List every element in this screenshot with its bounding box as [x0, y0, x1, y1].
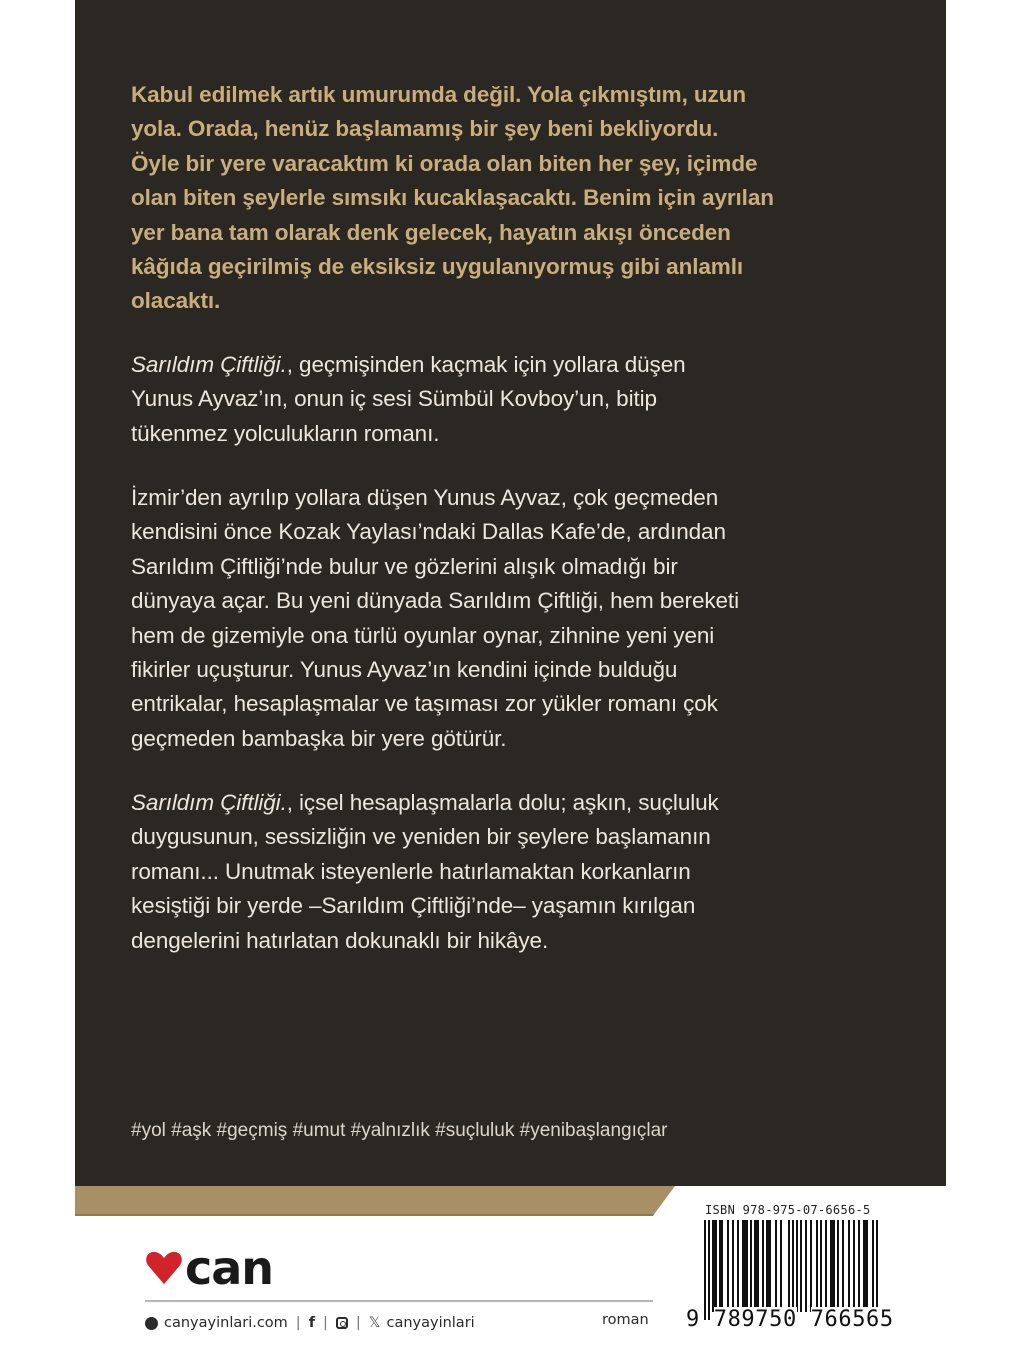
barcode-group-2: 766565 [810, 1307, 894, 1332]
book-title-italic: Sarıldım Çiftliği. [131, 352, 287, 377]
separator: | [323, 1315, 328, 1331]
website-link[interactable]: canyayinlari.com [164, 1315, 288, 1331]
separator: | [295, 1315, 301, 1331]
instagram-icon[interactable] [336, 1317, 348, 1329]
summary-paragraph-3 [131, 786, 851, 958]
paragraph-line [131, 348, 851, 382]
paragraph-line: Sarıldım Çiftliği’nde bulur ve gözlerini alışık olmadığı bir [131, 553, 678, 579]
paragraph-text: , geçmişinden kaçmak için yollara düşen [286, 352, 686, 377]
paragraph-line: romanı... Unutmak isteyenlerle hatırlamaktan korkanların [131, 858, 691, 884]
paragraph-line: geçmeden bambaşka bir yere götürür. [131, 725, 507, 751]
book-title-italic: Sarıldım Çiftliği. [131, 790, 287, 815]
heart-icon [145, 1249, 183, 1287]
paragraph-line: hem de gizemiyle ona türlü oyunlar oynar, zihnine yeni yeni [131, 622, 715, 648]
logo-wordmark: can [185, 1241, 274, 1295]
paragraph-line: kendisini önce Kozak Yaylası’ndaki Dallas Kafe’de, ardından [131, 519, 726, 545]
barcode-icon [704, 1220, 878, 1320]
paragraph-line: duygusunun, sessizliğin ve yeniden bir şeylere başlamanın [131, 824, 711, 850]
quote-line: olacaktı. [131, 288, 221, 314]
quote-line: Kabul edilmek artık umurumda değil. Yola çıkmıştım, uzun [131, 82, 746, 107]
separator: | [355, 1315, 361, 1331]
facebook-icon[interactable]: f [308, 1315, 315, 1331]
paragraph-line: tükenmez yolculukların romanı. [131, 420, 440, 446]
paragraph-line: Yunus Ayvaz’ın, onun iç sesi Sümbül Kovboy’un, bitip [131, 386, 657, 412]
isbn-label: ISBN 978-975-07-6656-5 [705, 1203, 871, 1217]
paragraph-line: dengelerini hatırlatan dokunaklı bir hikâye. [131, 927, 549, 953]
paragraph-line: fikirler uçuşturur. Yunus Ayvaz’ın kendini içinde bulduğu [131, 657, 678, 683]
genre-label: roman [602, 1312, 649, 1328]
paragraph-text: , içsel hesaplaşmalarla dolu; aşkın, suçluluk [286, 790, 719, 815]
barcode-digits [686, 1307, 894, 1332]
paragraph-line: dünyaya açar. Bu yeni dünyada Sarıldım Çiftliği, hem bereketi [131, 588, 739, 614]
blurb-quote [131, 78, 851, 319]
publisher-contacts [145, 1312, 475, 1334]
quote-line: Öyle bir yere varacaktım ki orada olan biten her şey, içimde [131, 150, 758, 176]
hashtags: #yol #aşk #geçmiş #umut #yalnızlık #suçluluk #yenibaşlangıçlar [131, 1120, 668, 1141]
gold-accent-band [75, 1186, 675, 1216]
summary-paragraph-1 [131, 348, 851, 451]
social-handle[interactable]: canyayinlari [386, 1315, 475, 1331]
barcode-group-1: 789750 [713, 1307, 797, 1332]
quote-line: yola. Orada, henüz başlamamış bir şey beni bekliyordu. [131, 116, 719, 142]
quote-line: olan biten şeylerle sımsıkı kucaklaşacaktı. Benim için ayrılan [131, 185, 774, 211]
publisher-logo [145, 1241, 274, 1295]
paragraph-line: kesiştiği bir yerde –Sarıldım Çiftliği’nde– yaşamın kırılgan [131, 893, 696, 919]
footer-divider [145, 1300, 653, 1302]
quote-line: kâğıda geçirilmiş de eksiksiz uygulanıyormuş gibi anlamlı [131, 254, 744, 280]
quote-line: yer bana tam olarak denk gelecek, hayatın akışı önceden [131, 219, 731, 245]
paragraph-line: İzmir’den ayrılıp yollara düşen Yunus Ayvaz, çok geçmeden [131, 485, 719, 510]
paragraph-line [131, 786, 851, 820]
paragraph-line: entrikalar, hesaplaşmalar ve taşıması zor yükler romanı çok [131, 691, 718, 717]
globe-icon [145, 1317, 158, 1330]
x-twitter-icon[interactable]: 𝕏 [368, 1315, 381, 1331]
summary-paragraph-2 [131, 481, 851, 756]
barcode-lead-digit: 9 [686, 1307, 700, 1332]
